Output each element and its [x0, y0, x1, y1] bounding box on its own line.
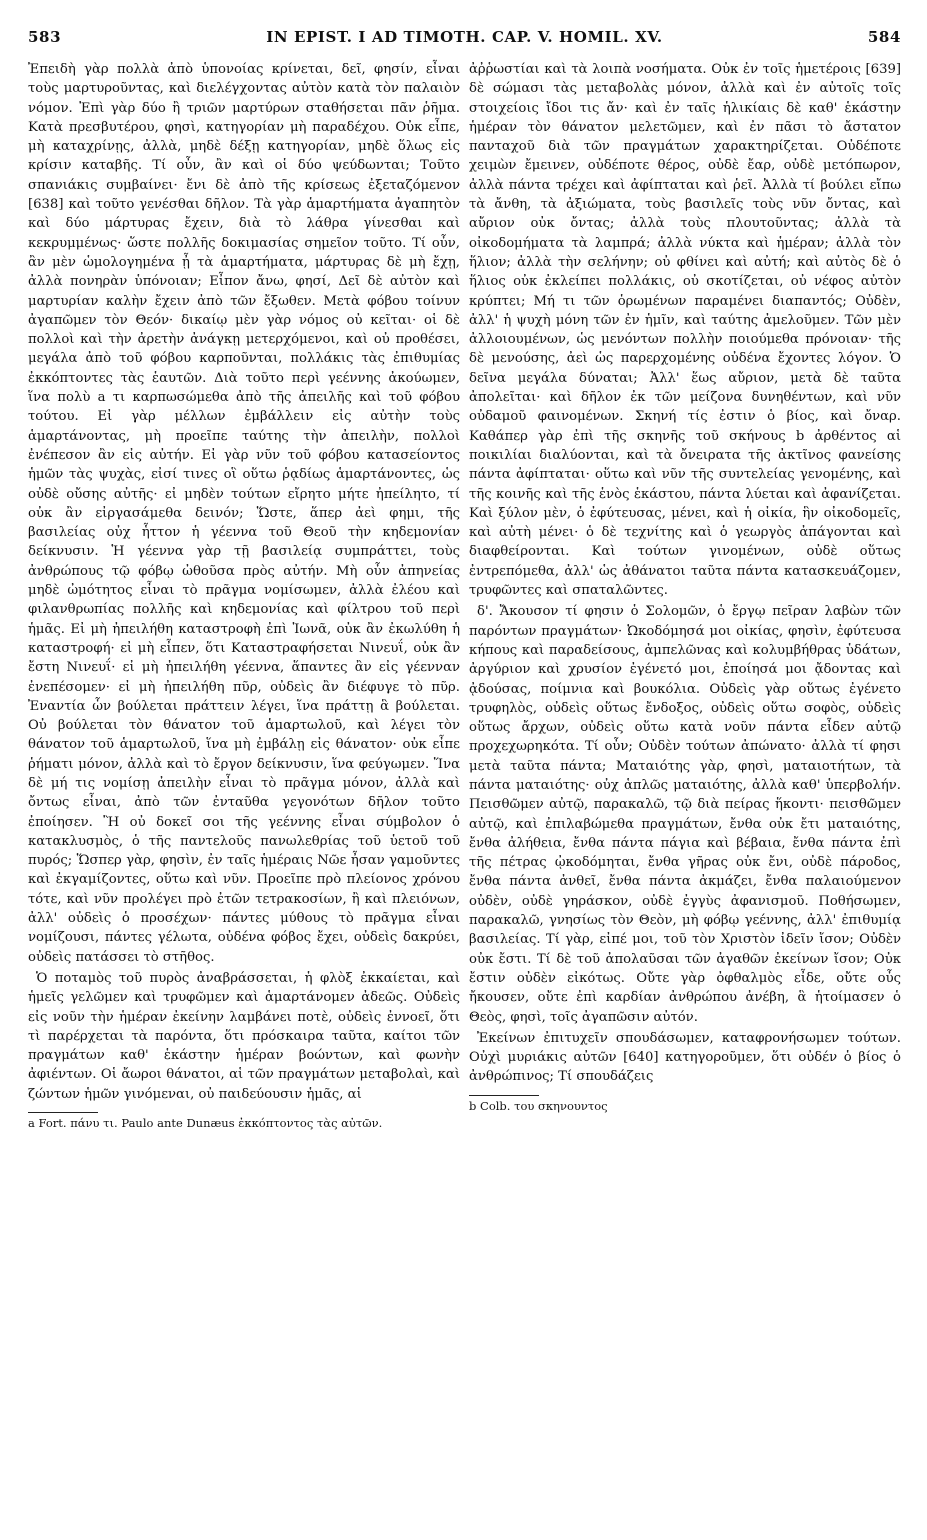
left-footnote: a Fort. πάνυ τι. Paulo ante Dunæus ἐκκόπτοντος τὰς αὐτῶν. [28, 1116, 383, 1131]
right-footnote: b Colb. του σκηνουντος [469, 1098, 608, 1113]
right-paragraph-2: δ'. Ἄκουσον τί φησιν ὁ Σολομῶν, ὁ ἔργῳ πεῖραν λαβὼν τῶν παρόντων πραγμάτων· Ὠκοδόμησά μοι οἰκίας, φησὶν, ἐφύτευσα κήπους καὶ παραδείσους, ἀμπελῶνας καὶ κολυμβήθρας ὑδάτων, ἀργύριον καὶ χρυσίον ἐγένετό μοι, ἐποίησά μοι ᾄδοντας καὶ ᾀδούσας, ποίμνια καὶ βουκόλια. Οὐδεὶς γὰρ οὕτως ἐγένετο τρυφηλὸς, οὐδεὶς οὕτως ἔνδοξος, οὐδεὶς οὕτω σοφὸς, οὐδεὶς οὕτως ἄρχων, οὐδεὶς οὕτω κατὰ νοῦν πάντα εἶδεν αὐτῷ προχεχωρηκότα. Τί οὖν; Οὐδὲν τούτων ἀπώνατο· ἀλλὰ τί φησι μετὰ ταῦτα πάντα; Ματαιότης γὰρ, φησὶ, ματαιοτήτων, τὰ πάντα ματαιότης· οὐχ ἁπλῶς ματαιότης, ἀλλὰ καθ' ὑπερβολήν. Πεισθῶμεν αὐτῷ, παρακαλῶ, τῷ διὰ πείρας ἥκοντι· πεισθῶμεν αὐτῷ, καὶ ἐπιλαβώμεθα πραγμάτων, ἔνθα οὐκ ἔτι ματαιότης, ἔνθα ἀλήθεια, ἔνθα πάντα πάγια καὶ βέβαια, ἔνθα πάντα ἐπὶ τῆς πέτρας ᾠκοδόμηται, ἔνθα γῆρας οὐκ ἔνι, οὐδὲ πάροδος, ἔνθα πάντα ἀνθεῖ, ἔνθα πάντα ἀκμάζει, ἔνθα παλαιούμενον οὐδὲν, οὐδὲ γηράσκον, οὐδὲ ἐγγὺς ἀφανισμοῦ. Ποθήσωμεν, παρακαλῶ, γνησίως τὸν Θεὸν, μὴ φόβῳ γεέννης, ἀλλ' ἐπιθυμίᾳ βασιλείας. Τί γὰρ, εἰπέ μοι, τοῦ τὸν Χριστὸν ἰδεῖν ἴσον; Οὐδὲν οὐκ ἔστι. Τί δὲ τοῦ ἀπολαῦσαι τῶν ἀγαθῶν ἐκείνων ἴσον; Οὐκ ἔστιν οὐδὲν εἰκότως. Οὔτε γὰρ ὀφθαλμὸς εἶδε, οὔτε οὖς ἤκουσεν, οὔτε ἐπὶ καρδίαν ἀνθρώπου ἀνέβη, ἃ ἡτοίμασεν ὁ Θεὸς, φησὶ, τοῖς ἀγαπῶσιν αὐτόν. [469, 604, 901, 1025]
footnote-divider [28, 1112, 98, 1113]
footnote-divider [469, 1095, 539, 1096]
right-paragraph-3: Ἐκείνων ἐπιτυχεῖν σπουδάσωμεν, καταφρονήσωμεν τούτων. Οὐχὶ μυριάκις αὐτῶν [640] κατηγοροῦμεν, ὅτι οὐδέν ὁ βίος ὁ ἀνθρώπινος; Τί σπουδάζεις [469, 1030, 901, 1085]
right-paragraph-1: ἀῤῥωστίαι καὶ τὰ λοιπὰ νοσήματα. Οὐκ ἐν τοῖς ἡμετέροις [639] δὲ σώμασι τὰς μεταβολὰς μόνον, ἀλλὰ καὶ ἐν αὐτοῖς τοῖς στοιχείοις ἴδοι τις ἄν· καὶ ἐν ταῖς ἡλικίαις δὲ καθ' ἑκάστην ἡμέραν τὸν θάνατον μελετῶμεν, καὶ ἐν πᾶσι τὸ ἄστατον πανταχοῦ διὰ τῶν πραγμάτων χαρακτηρίζεται. Οὐδέποτε χειμὼν ἔμεινεν, οὐδέποτε θέρος, οὐδὲ ἔαρ, οὐδὲ μετόπωρον, ἀλλὰ πάντα τρέχει καὶ ἀφίπταται καὶ ῥεῖ. Ἀλλὰ τί βούλει εἴπω τὰ ἄνθη, τὰ ἀξιώματα, τοὺς βασιλεῖς τοὺς νῦν ὄντας, καὶ αὔριον οὐκ ὄντας; ἀλλὰ τοὺς πλουτοῦντας; ἀλλὰ τὰ οἰκοδομήματα τὰ λαμπρά; ἀλλὰ νύκτα καὶ ἡμέραν; ἀλλὰ τὸν ἥλιον; ἀλλὰ τὴν σελήνην; οὐ φθίνει καὶ αὐτή; καὶ αὐτὸς δὲ ὁ ἥλιος οὐκ ἐκλείπει πολλάκις, οὐ σκοτίζεται, οὐ νέφος αὐτὸν κρύπτει; Μή τι τῶν ὁρωμένων παραμένει διαπαντός; Οὐδὲν, ἀλλ' ἡ ψυχὴ μόνη τῶν ἐν ἡμῖν, καὶ ταύτης ἀμελοῦμεν. Τῶν μὲν ἀλλοιουμένων, ὡς μενόντων πολλὴν ποιούμεθα πρόνοιαν· τῆς δὲ μενούσης, ἀεὶ ὡς παρερχομένης οὐδένα ἔχοντες λόγον. Ὁ δεῖνα μεγάλα δύναται; Ἀλλ' ἕως αὔριον, μετὰ δὲ ταῦτα ἀπολεῖται· καὶ δῆλον ἐκ τῶν μείζονα δυνηθέντων, καὶ νῦν οὐδαμοῦ φαινομένων. Σκηνή τίς ἐστιν ὁ βίος, καὶ ὄναρ. Καθάπερ γὰρ ἐπὶ τῆς σκηνῆς τοῦ σκήνους b ἀρθέντος αἱ ποικιλίαι διαλύονται, καὶ τὰ ὄνειρατα τῆς ἀκτῖνος φανείσης πάντα ἀφίπταται· οὕτω καὶ νῦν τῆς συντελείας γενομένης, καὶ τῆς κοινῆς καὶ τῆς ἑνὸς ἑκάστου, πάντα λύεται καὶ ἀφανίζεται. Καὶ ξύλον μὲν, ὁ ἐφύτευσας, μένει, καὶ ἡ οἰκία, ἣν οἰκοδομεῖς, καὶ αὐτὴ μένει· ὁ δὲ τεχνίτης καὶ ὁ γεωργὸς ἀπάγονται καὶ διαφθείρονται. Καὶ τούτων γινομένων, οὐδὲ οὕτως ἐντρεπόμεθα, ἀλλ' ὡς ἀθάνατοι ταῦτα πάντα κατασκευάζομεν, τρυφῶντες καὶ σπαταλῶντες. [469, 62, 901, 599]
left-paragraph-1: Ἐπειδὴ γὰρ πολλὰ ἀπὸ ὑπονοίας κρίνεται, δεῖ, φησίν, εἶναι τοὺς μαρτυροῦντας, καὶ διελέγχοντας αὐτὸν κατὰ τὸν παλαιὸν νόμον. Ἐπὶ γὰρ δύο ἢ τριῶν μαρτύρων σταθήσεται πᾶν ῥῆμα. Κατὰ πρεσβυτέρου, φησὶ, κατηγορίαν μὴ παραδέχου. Οὐκ εἶπε, μὴ καταχρίνῃς, ἀλλὰ, μηδὲ δέξῃ κατηγορίαν, μηδὲ ὅλως εἰς κρίσιν καταβῆς. Τί οὖν, ἂν καὶ οἱ δύο ψεύδωνται; Τοῦτο σπανιάκις συμβαίνει· ἔνι δὲ ἀπὸ τῆς κρίσεως ἐξεταζόμενον [638] καὶ τοῦτο γενέσθαι δῆλον. Τὰ γὰρ ἁμαρτήματα ἀγαπητὸν καὶ δύο μάρτυρας ἔχειν, διὰ τὸ λάθρα γίνεσθαι καὶ κεκρυμμένως· ὥστε πολλῆς δοκιμασίας σημεῖον τοῦτο. Τί οὖν, ἂν μὲν ὡμολογημένα ᾖ τὰ ἁμαρτήματα, μάρτυρας δὲ μὴ ἔχῃ, ἀλλὰ πονηρὰν ὑπόνοιαν; Εἶπον ἄνω, φησί, Δεῖ δὲ αὐτὸν καὶ μαρτυρίαν καλὴν ἔχειν ἀπὸ τῶν ἔξωθεν. Μετὰ φόβου τοίνυν ἀγαπῶμεν τὸν Θεόν· δικαίῳ μὲν γὰρ νόμος οὐ κεῖται· οἱ δὲ πολλοὶ καὶ τὴν ἀρετὴν ἀνάγκῃ μετερχόμενοι, καὶ οὐ προθέσει, μεγάλα ἀπὸ τοῦ φόβου καρποῦνται, πολλάκις τὰς ἐπιθυμίας ἐκκόπτοντες τὰς ἑαυτῶν. Διὰ τοῦτο περὶ γεέννης ἀκούωμεν, ἵνα πολὺ a τι καρπωσώμεθα ἀπὸ τῆς ἀπειλῆς καὶ τοῦ φόβου τούτου. Εἰ γὰρ μέλλων ἐμβάλλειν εἰς αὐτὴν τοὺς ἁμαρτάνοντας, μὴ προεῖπε ταύτης τὴν ἀπειλὴν, πολλοὶ ἐνέπεσον ἂν εἰς αὐτήν. Εἰ γὰρ νῦν τοῦ φόβου κατασείοντος ἡμῶν τὰς ψυχὰς, εἰσί τινες οἳ οὕτω ῥᾳδίως ἁμαρτάνοντες, ὡς οὐδὲ οὔσης αὐτῆς· εἰ μηδὲν τούτων εἴρητο μήτε ἠπείλητο, τί οὐκ ἂν εἰργασάμεθα δεινόν; Ὥστε, ἅπερ ἀεὶ φημι, τῆς βασιλείας οὐχ ἧττον ἡ γέεννα τοῦ Θεοῦ τὴν κηδεμονίαν δείκνυσιν. Ἡ γέεννα γὰρ τῇ βασιλείᾳ συμπράττει, τοὺς ἀνθρώπους τῷ φόβῳ ὠθοῦσα πρὸς αὐτήν. Μὴ οὖν ἀπηνείας μηδὲ ὠμότητος εἶναι τὸ πρᾶγμα νομίσωμεν, ἀλλὰ ἐλέου καὶ φιλανθρωπίας πολλῆς καὶ κηδεμονίας καὶ φίλτρου τοῦ περὶ ἡμᾶς. Εἰ μὴ ἠπειλήθη καταστροφὴ ἐπὶ Ἰωνᾶ, οὐκ ἂν ἐκωλύθη ἡ καταστροφή· εἰ μὴ εἶπεν, ὅτι Καταστραφήσεται Νινευΐ, οὐκ ἂν ἔστη Νινευΐ· εἰ μὴ ἠπειλήθη γέεννα, ἅπαντες ἂν εἰς γέενναν ἐνεπέσομεν· εἰ μὴ ἠπειλήθη πῦρ, οὐδεὶς ἂν διέφυγε τὸ πῦρ. Ἐναντία ὧν βούλεται πράττειν λέγει, ἵνα πράττῃ ἃ βούλεται. Οὐ βούλεται τὸν θάνατον τοῦ ἁμαρτωλοῦ, καὶ λέγει τὸν θάνατον τοῦ ἁμαρτωλοῦ, ἵνα μὴ ἐμβάλῃ εἰς θάνατον· οὐκ εἶπε ῥήματι μόνον, ἀλλὰ καὶ τὸ ἔργον δείκνυσιν, ἵνα φεύγωμεν. Ἵνα δὲ μή τις νομίσῃ ἀπειλὴν εἶναι τὸ πρᾶγμα μόνον, ἀλλὰ καὶ ὄντως εἶναι, ἀπὸ τῶν ἐνταῦθα γεγονότων δῆλον τοῦτο ἐποίησεν. Ἢ οὐ δοκεῖ σοι τῆς γεέννης εἶναι σύμβολον ὁ κατακλυσμὸς, ὁ τῆς παντελοῦς πανωλεθρίας τοῦ ὑετοῦ τοῦ πυρός; Ὥσπερ γὰρ, φησὶν, ἐν ταῖς ἡμέραις Νῶε ἦσαν γαμοῦντες καὶ ἐκγαμίζοντες, οὕτω καὶ νῦν. Προεῖπε πρὸ πλείονος χρόνου τότε, καὶ νῦν προλέγει πρὸ ἐτῶν τετρακοσίων, ἢ καὶ πλειόνων, ἀλλ' οὐδεὶς ὁ προσέχων· πάντες μύθους τὸ πρᾶγμα εἶναι νομίζουσι, πάντες γέλωτα, οὐδένα φόβος ἔχει, οὐδεὶς δακρύει, οὐδεὶς πατάσσει τὸ στῆθος. [28, 62, 460, 965]
running-head-title: IN EPIST. I AD TIMOTH. CAP. V. HOMIL. XV. [266, 28, 663, 46]
left-column [28, 60, 460, 1131]
left-paragraph-2: Ὁ ποταμὸς τοῦ πυρὸς ἀναβράσσεται, ἡ φλὸξ ἐκκαίεται, καὶ ἡμεῖς γελῶμεν καὶ τρυφῶμεν καὶ ἁμαρτάνομεν ἀδεῶς. Οὐδεὶς εἰς νοῦν τὴν ἡμέραν ἐκείνην λαμβάνει ποτὲ, οὐδεὶς ἐννοεῖ, ὅτι τὶ παρέρχεται τὰ παρόντα, ὅτι πρόσκαιρα ταῦτα, καίτοι τῶν πραγμάτων καθ' ἑκάστην ἡμέραν βοώντων, καὶ φωνὴν ἀφιέντων. Οἱ ἄωροι θάνατοι, αἱ τῶν πραγμάτων μεταβολαὶ, καὶ ζώντων ἡμῶν γινόμεναι, οὐ παιδεύουσιν ἡμᾶς, αἱ [28, 970, 460, 1102]
right-column [469, 60, 901, 1131]
text-columns [28, 60, 901, 1131]
page-number-left: 583 [28, 28, 62, 46]
page-number-right: 584 [867, 28, 901, 46]
running-head [28, 28, 901, 52]
